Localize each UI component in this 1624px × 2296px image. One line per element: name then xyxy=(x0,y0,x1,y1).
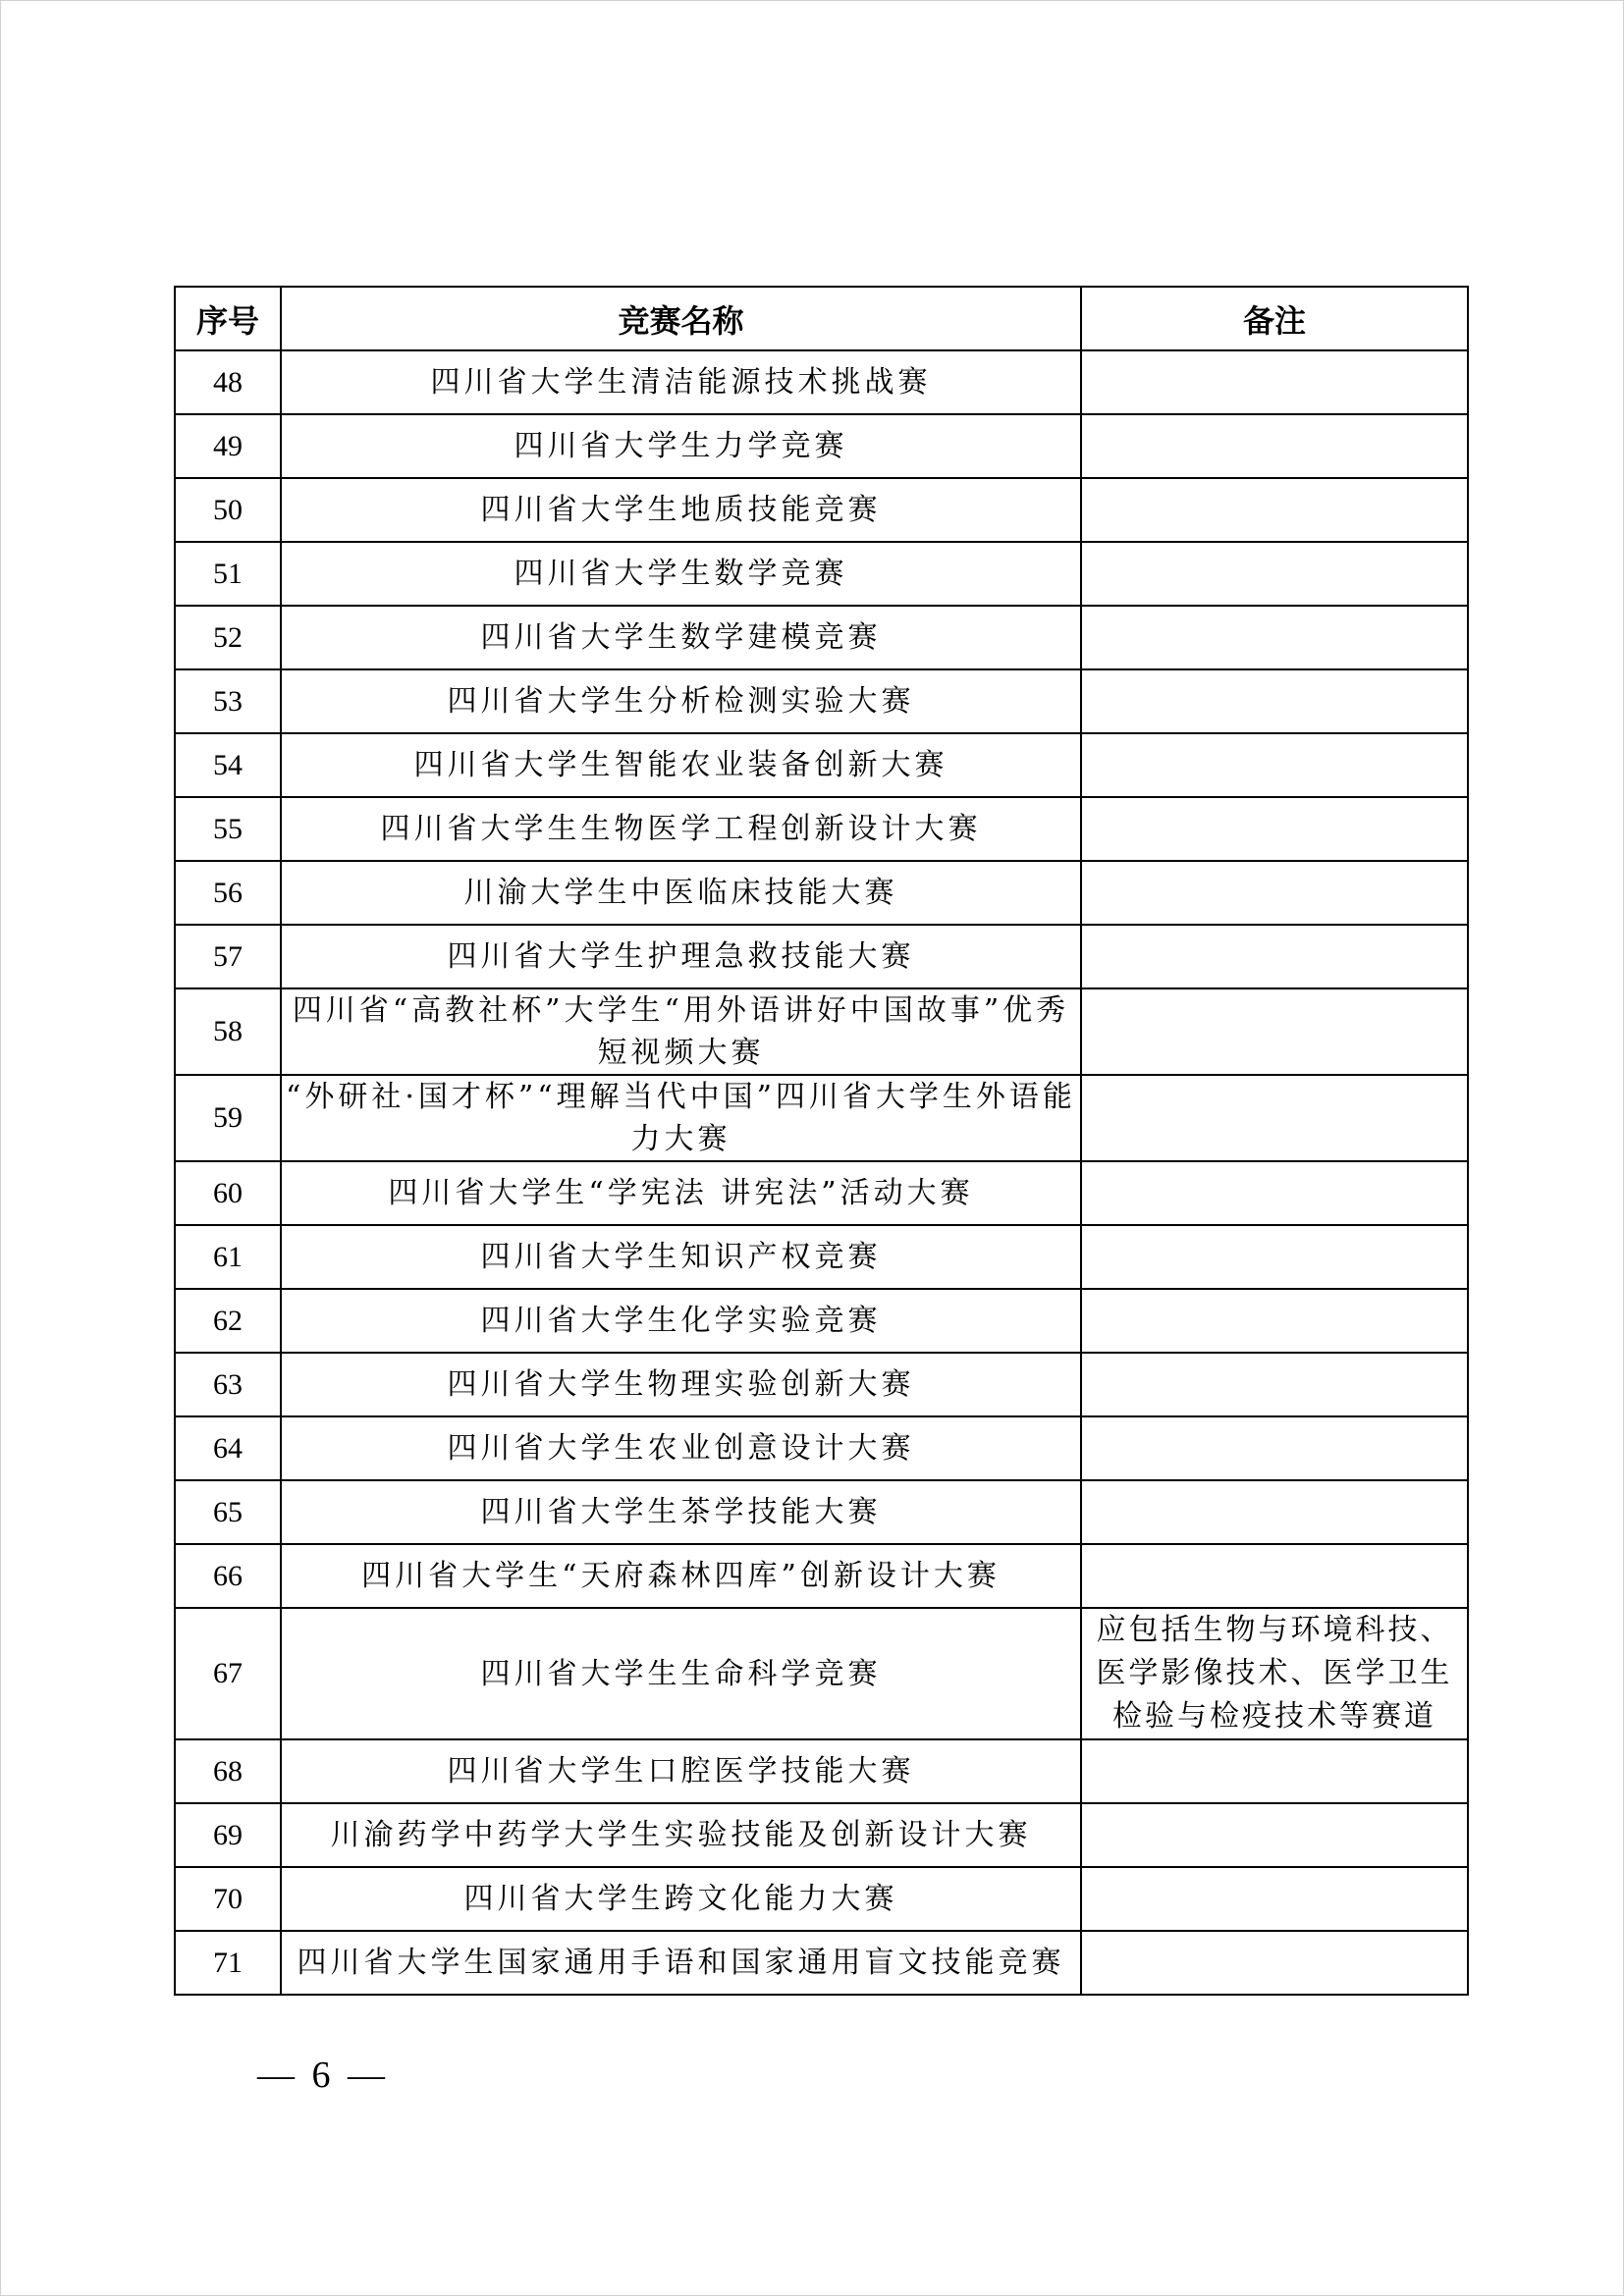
table-body xyxy=(175,350,1468,1995)
cell-name: 四川省大学生跨文化能力大赛 xyxy=(281,1867,1081,1931)
cell-name: 四川省大学生化学实验竞赛 xyxy=(281,1289,1081,1353)
page-number: — 6 — xyxy=(257,2055,389,2096)
cell-name: 四川省大学生智能农业装备创新大赛 xyxy=(281,733,1081,797)
cell-note xyxy=(1081,478,1468,542)
table-row xyxy=(175,1416,1468,1480)
cell-note xyxy=(1081,1931,1468,1995)
cell-note xyxy=(1081,733,1468,797)
cell-note xyxy=(1081,1480,1468,1544)
table-row xyxy=(175,1803,1468,1867)
table-row xyxy=(175,988,1468,1075)
cell-name: 四川省大学生数学建模竞赛 xyxy=(281,606,1081,669)
cell-name: 川渝药学中药学大学生实验技能及创新设计大赛 xyxy=(281,1803,1081,1867)
table-row xyxy=(175,414,1468,478)
cell-index: 56 xyxy=(175,861,281,925)
header-name: 竞赛名称 xyxy=(281,287,1081,350)
table-row xyxy=(175,1739,1468,1803)
cell-name: 四川省“高教社杯”大学生“用外语讲好中国故事”优秀短视频大赛 xyxy=(281,988,1081,1075)
table-header-row xyxy=(175,287,1468,350)
table-row xyxy=(175,733,1468,797)
cell-note xyxy=(1081,542,1468,606)
cell-index: 57 xyxy=(175,925,281,988)
cell-note xyxy=(1081,861,1468,925)
cell-name: 四川省大学生知识产权竞赛 xyxy=(281,1225,1081,1289)
cell-name: 四川省大学生力学竞赛 xyxy=(281,414,1081,478)
cell-name: 四川省大学生物理实验创新大赛 xyxy=(281,1353,1081,1416)
cell-index: 71 xyxy=(175,1931,281,1995)
table-row xyxy=(175,669,1468,733)
table-row xyxy=(175,1544,1468,1608)
cell-name: 四川省大学生生物医学工程创新设计大赛 xyxy=(281,797,1081,861)
cell-note: 应包括生物与环境科技、医学影像技术、医学卫生检验与检疫技术等赛道 xyxy=(1081,1608,1468,1739)
competition-table xyxy=(174,286,1469,1996)
table-row xyxy=(175,478,1468,542)
table-row xyxy=(175,350,1468,414)
cell-name: 四川省大学生地质技能竞赛 xyxy=(281,478,1081,542)
cell-index: 60 xyxy=(175,1161,281,1225)
cell-note xyxy=(1081,414,1468,478)
cell-name: 四川省大学生护理急救技能大赛 xyxy=(281,925,1081,988)
table-row xyxy=(175,797,1468,861)
cell-note xyxy=(1081,1289,1468,1353)
cell-index: 50 xyxy=(175,478,281,542)
cell-index: 49 xyxy=(175,414,281,478)
cell-index: 53 xyxy=(175,669,281,733)
table-row xyxy=(175,861,1468,925)
cell-index: 66 xyxy=(175,1544,281,1608)
cell-index: 54 xyxy=(175,733,281,797)
cell-index: 51 xyxy=(175,542,281,606)
cell-note xyxy=(1081,1225,1468,1289)
cell-note xyxy=(1081,350,1468,414)
cell-note xyxy=(1081,1739,1468,1803)
cell-name: 四川省大学生清洁能源技术挑战赛 xyxy=(281,350,1081,414)
cell-index: 58 xyxy=(175,988,281,1075)
header-note: 备注 xyxy=(1081,287,1468,350)
cell-index: 52 xyxy=(175,606,281,669)
cell-index: 68 xyxy=(175,1739,281,1803)
header-index: 序号 xyxy=(175,287,281,350)
cell-note xyxy=(1081,606,1468,669)
cell-note xyxy=(1081,669,1468,733)
cell-name: 四川省大学生“学宪法 讲宪法”活动大赛 xyxy=(281,1161,1081,1225)
cell-note xyxy=(1081,988,1468,1075)
cell-index: 55 xyxy=(175,797,281,861)
cell-note xyxy=(1081,1416,1468,1480)
cell-note xyxy=(1081,1544,1468,1608)
cell-index: 62 xyxy=(175,1289,281,1353)
cell-name: 四川省大学生口腔医学技能大赛 xyxy=(281,1739,1081,1803)
table-row xyxy=(175,542,1468,606)
cell-index: 69 xyxy=(175,1803,281,1867)
cell-name: 四川省大学生数学竞赛 xyxy=(281,542,1081,606)
cell-index: 61 xyxy=(175,1225,281,1289)
cell-index: 64 xyxy=(175,1416,281,1480)
table-row xyxy=(175,1289,1468,1353)
cell-index: 65 xyxy=(175,1480,281,1544)
cell-note xyxy=(1081,1161,1468,1225)
cell-note xyxy=(1081,1353,1468,1416)
cell-name: 四川省大学生分析检测实验大赛 xyxy=(281,669,1081,733)
table-row xyxy=(175,1075,1468,1161)
cell-index: 67 xyxy=(175,1608,281,1739)
cell-name: 四川省大学生“天府森林四库”创新设计大赛 xyxy=(281,1544,1081,1608)
table-row xyxy=(175,1225,1468,1289)
cell-index: 59 xyxy=(175,1075,281,1161)
cell-index: 48 xyxy=(175,350,281,414)
cell-name: 四川省大学生农业创意设计大赛 xyxy=(281,1416,1081,1480)
cell-name: 四川省大学生生命科学竞赛 xyxy=(281,1608,1081,1739)
cell-name: 四川省大学生茶学技能大赛 xyxy=(281,1480,1081,1544)
table-row xyxy=(175,1608,1468,1739)
cell-name: “外研社·国才杯”“理解当代中国”四川省大学生外语能力大赛 xyxy=(281,1075,1081,1161)
cell-note xyxy=(1081,1075,1468,1161)
table-row xyxy=(175,1867,1468,1931)
table-row xyxy=(175,1480,1468,1544)
cell-name: 川渝大学生中医临床技能大赛 xyxy=(281,861,1081,925)
table-row xyxy=(175,925,1468,988)
cell-note xyxy=(1081,1803,1468,1867)
cell-index: 63 xyxy=(175,1353,281,1416)
cell-index: 70 xyxy=(175,1867,281,1931)
cell-note xyxy=(1081,925,1468,988)
table-row xyxy=(175,606,1468,669)
cell-note xyxy=(1081,1867,1468,1931)
table-row xyxy=(175,1353,1468,1416)
table-row xyxy=(175,1931,1468,1995)
cell-note xyxy=(1081,797,1468,861)
table-row xyxy=(175,1161,1468,1225)
cell-name: 四川省大学生国家通用手语和国家通用盲文技能竞赛 xyxy=(281,1931,1081,1995)
